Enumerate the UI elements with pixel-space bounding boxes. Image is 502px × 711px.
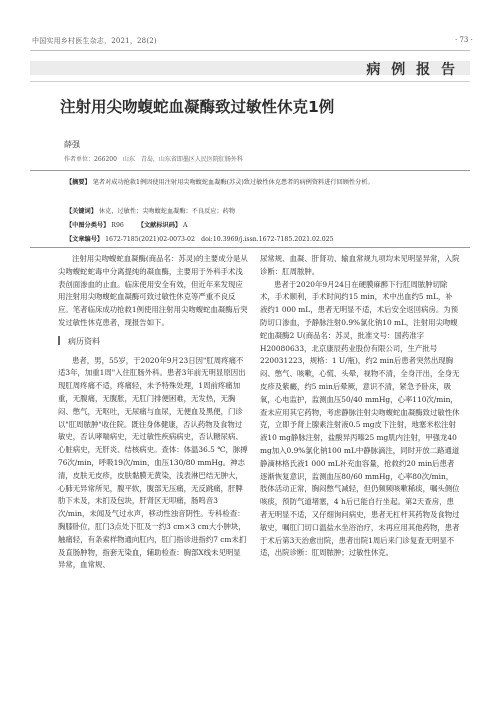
abstract-classification [66, 219, 438, 232]
article-title: 注射用尖吻蝮蛇血凝酶致过敏性休克1例 [60, 98, 335, 116]
clc-value: R96 [111, 222, 124, 229]
treatment-paragraph: 患者于2020年9月24日在硬膜麻醉下行肛周脓肿切除术，手术顺利，手术时间约15 min，术中出血约5 mL，补液约1 000 mL，患者无明显不适，术后安全返回病房。为预防切口渗血，予静脉注射0.9%氯化钠10 mL，注射用尖吻蝮蛇血凝酶2 U(商品名：苏灵，批准文号：国药准字H20080633，北京康辰药业股份有限公司，生产批号220031223，规格：1 U/瓶)，约2 min后患者突然出现胸闷、憋气、咳嗽，心慌、头晕，视物不清，全身汗出，全身无皮疹及紫癜，约5 min后晕厥，意识不清，紧急予卧床，吸氧，心电监护，监测血压50/40 mmHg，心率110次/min，查未应用其它药物，考虑静脉注射尖吻蝮蛇血凝酶致过敏性休克，立即予肾上腺素注射液0.5 mg皮下注射，地塞米松注射液10 mg静脉注射，盐酸异丙嗪25 mg肌内注射，甲强龙40 mg加入0.9%氯化钠100 mL中静脉滴注，同时开放二路通道静滴林格氏液1 000 mL补充血容量，抢救约20 min后患者逐渐恢复意识，监测血压80/60 mmHg，心率80次/min，肢体活动正常，胸闷憋气减轻，但仍频频咳嗽稀痰，嘱头侧位咳痰，预防气道堵塞，4 h后已能自行坐起。第2天查房，患者无明显不适，又仔细询问病史，患者无杠杆其药物及食物过敏史，嘱肛门切口温盐水坐浴治疗，未再应用其他药物，患者于术后第3天治愈出院，患者出院1周后来门诊复查无明显不适，出院诊断：肛周脓肿；过敏性休克。 [260, 279, 460, 558]
left-column [58, 253, 248, 572]
articleno-value: 1672-7185(2021)02-0073-02 doi:10.3969/j.issn.1672-7185.2021.02.025 [105, 236, 334, 243]
section-title: 病历资料 [68, 336, 100, 346]
header-rule [30, 50, 470, 51]
summary-text: 笔者对成功抢救1例因使用注射用尖吻蝮蛇血凝酶(苏灵)致过敏性休克患者的病例资料进行回顾性分析。 [92, 179, 374, 186]
author-name: 薛强 [64, 140, 80, 149]
section-heading [58, 336, 248, 349]
case-paragraph-continued: 尿常规、血凝、肝肾功、输血常规九项均未见明显异常，入院诊断：肛周脓肿。 [260, 254, 460, 276]
abstract-keywords [66, 205, 438, 218]
section-marker [58, 336, 60, 345]
journal-header: 中国实用乡村医生杂志，2021，28(2) [32, 37, 157, 45]
abstract-top-rule [30, 170, 470, 171]
author-affiliation: 作者单位：266200 山东 青岛，山东省即墨区人民医院肛肠外科 [64, 156, 243, 163]
keywords-label: 【关键词】 [66, 208, 97, 215]
abstract-summary [66, 176, 438, 189]
page-number: · 73 · [455, 36, 473, 44]
category-label: 病 例 报 告 [366, 62, 458, 78]
articleno-label: 【文章编号】 [66, 236, 104, 243]
doccode-label: 【文献标识码】 [137, 222, 182, 229]
doccode-value: A [183, 222, 188, 229]
clc-label: 【中图分类号】 [66, 222, 110, 229]
right-column [260, 253, 460, 560]
abstract-bottom-rule [30, 247, 470, 248]
abstract-article-number [66, 233, 438, 246]
category-rule [30, 81, 470, 82]
intro-paragraph: 注射用尖吻蝮蛇血凝酶(商品名：苏灵)的主要成分是从尖吻蝮蛇蛇毒中分离提纯的凝血酶，主要用于外科手术浅表创面渗血的止血。临床使用安全有效，但近年来发现应用注射用尖吻蝮蛇血凝酶可致过敏性休克等严重不良反应。笔者临床成功抢救1例使用注射用尖吻蝮蛇血凝酶后突发过敏性休克患者，现报告如下。 [58, 254, 248, 327]
summary-label: 【摘要】 [66, 179, 91, 186]
case-paragraph: 患者，男，55岁，于2020年9月23日因"肛周疼痛不适3年，加重1周"入住肛肠外科。患者3年前无明显原因出现肛周疼痛不适，疼痛轻，未予特殊处理，1周前疼痛加重，无腹痛，无腹胀，无肛门排便困难，无发热，无胸闷、憋气，无呕吐，无尿痛与血尿，无便血及黑便，门诊以"肛周脓肿"收住院。既往身体健康，否认药物及食物过敏史，否认哮喘病史，无过敏性疾病病史，否认糖尿病、心脏病史，无肝炎、结核病史。查体：体温36.5 ℃，脉搏76次/min，呼吸19次/min，血压130/80 mmHg。神志清，皮肤无皮疹，皮肤黏膜无黄染，浅表淋巴结无肿大，心肺无异常所见，腹平软，腹部无压痛，无反跳痛，肝脾肋下未及，未扪及包块，肝肾区无叩痛，肠鸣音3次/min，未闻及气过水声，移动性浊音阴性。专科检查：胸膝卧位，肛门3点处下肛及一约3 cm×3 cm大小肿块，触痛轻，有条索样物通向肛内，肛门指诊进指约7 cm未扪及直肠肿物，指套无染血，辅助检查：胸部X线未见明显异常，血常规、 [58, 355, 248, 570]
keywords-text: 休克，过敏性；尖吻蝮蛇血凝酶；不良反应；药物 [98, 208, 236, 215]
